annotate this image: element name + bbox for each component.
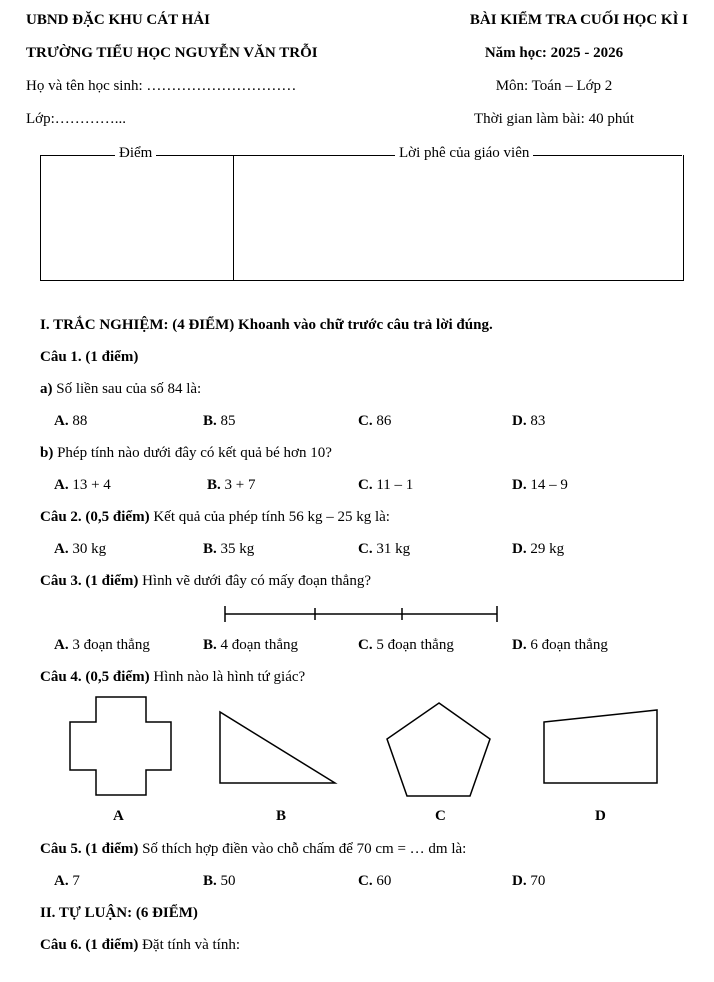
q2-option-b[interactable]: B. 35 kg <box>203 541 255 557</box>
q5-title: Câu 5. (1 điểm) <box>40 841 139 857</box>
q4-text: Hình nào là hình tứ giác? <box>149 669 306 685</box>
class-field: Lớp:…………... <box>26 111 127 127</box>
q1b-option-c[interactable]: C. 11 – 1 <box>358 477 414 493</box>
exam-title: BÀI KIỂM TRA CUỐI HỌC KÌ I <box>469 12 688 28</box>
q1a-option-b[interactable]: B. 85 <box>203 413 236 429</box>
q1b-text: Phép tính nào dưới đây có kết quả bé hơn 10? <box>53 445 332 461</box>
shape-label-b: B <box>276 808 287 824</box>
q1-title: Câu 1. (1 điểm) <box>40 349 139 365</box>
q1a-option-d[interactable]: D. 83 <box>512 413 546 429</box>
q2-option-c[interactable]: C. 31 kg <box>358 541 411 557</box>
pentagon-icon[interactable] <box>387 703 490 796</box>
time-label: Thời gian làm bài: 40 phút <box>474 111 634 127</box>
q3-option-d[interactable]: D. 6 đoạn thẳng <box>512 637 608 653</box>
school-name: TRƯỜNG TIỂU HỌC NGUYỄN VĂN TRỖI <box>26 45 318 61</box>
q3-option-b[interactable]: B. 4 đoạn thẳng <box>203 637 298 653</box>
q5-option-c[interactable]: C. 60 <box>358 873 392 889</box>
subject-label: Môn: Toán – Lớp 2 <box>495 78 613 94</box>
score-label: Điểm <box>115 145 156 162</box>
shape-label-d: D <box>595 808 606 824</box>
q1b-option-a[interactable]: A. 13 + 4 <box>54 477 111 493</box>
shape-label-a: A <box>113 808 124 824</box>
q5-question <box>40 841 466 858</box>
q5-option-a[interactable]: A. 7 <box>54 873 80 889</box>
school-year: Năm học: 2025 - 2026 <box>484 45 624 61</box>
student-name-field: Họ và tên học sinh: ………………………… <box>26 78 297 94</box>
q2-option-d[interactable]: D. 29 kg <box>512 541 565 557</box>
q5-option-d[interactable]: D. 70 <box>512 873 546 889</box>
q5-option-b[interactable]: B. 50 <box>203 873 236 889</box>
q2-option-a[interactable]: A. 30 kg <box>54 541 107 557</box>
q2-title: Câu 2. (0,5 điểm) <box>40 509 150 525</box>
teacher-comment-label: Lời phê của giáo viên <box>395 145 533 162</box>
school-district: UBND ĐẶC KHU CÁT HẢI <box>26 12 210 28</box>
q1a-label: a) <box>40 381 53 397</box>
q3-option-c[interactable]: C. 5 đoạn thẳng <box>358 637 454 653</box>
q1b-option-b[interactable]: B. 3 + 7 <box>207 477 256 493</box>
q1b-option-d[interactable]: D. 14 – 9 <box>512 477 568 493</box>
quadrilateral-icon[interactable] <box>544 710 657 783</box>
q1a-text: Số liền sau của số 84 là: <box>52 381 202 397</box>
q1b-label: b) <box>40 445 54 461</box>
shape-label-c: C <box>435 808 446 824</box>
q3-option-a[interactable]: A. 3 đoạn thẳng <box>54 637 150 653</box>
q6-text: Đặt tính và tính: <box>138 937 240 953</box>
section-1-title: I. TRẮC NGHIỆM: (4 ĐIỂM) Khoanh vào chữ trước câu trả lời đúng. <box>40 317 493 333</box>
right-triangle-icon[interactable] <box>220 712 335 783</box>
q6-question <box>40 937 240 954</box>
q1a-option-c[interactable]: C. 86 <box>358 413 392 429</box>
cross-shape-icon[interactable] <box>70 697 171 795</box>
q1a-option-a[interactable]: A. 88 <box>54 413 88 429</box>
q5-text: Số thích hợp điền vào chỗ chấm để 70 cm = … dm là: <box>138 841 467 857</box>
q3-title: Câu 3. (1 điểm) <box>40 573 139 589</box>
q3-text: Hình vẽ dưới đây có mấy đoạn thẳng? <box>138 573 371 589</box>
q6-title: Câu 6. (1 điểm) <box>40 937 139 953</box>
section-2-title: II. TỰ LUẬN: (6 ĐIỂM) <box>40 905 198 921</box>
q4-title: Câu 4. (0,5 điểm) <box>40 669 150 685</box>
q2-text: Kết quả của phép tính 56 kg – 25 kg là: <box>149 509 390 525</box>
